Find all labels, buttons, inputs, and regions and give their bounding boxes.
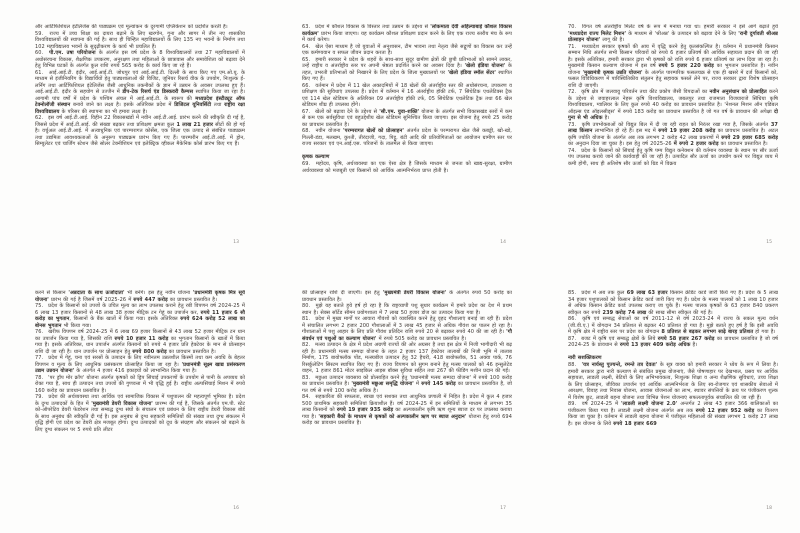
scanned-page-14 bbox=[267, 0, 533, 266]
bold-run: पी.एम. उषा परियोजना bbox=[49, 50, 96, 56]
bold-run: 'मुख्यमंत्री डेयरी विकास योजना' bbox=[382, 290, 447, 296]
paragraph-number: 77. bbox=[35, 355, 44, 361]
page-number: 18 bbox=[766, 506, 772, 511]
page-text-column bbox=[35, 290, 245, 514]
bold-run: 'मुख्यमंत्री डेयरी विकास योजना' bbox=[91, 400, 153, 407]
paragraph-number: 88. bbox=[568, 362, 577, 368]
bold-run: रुपये 13 हजार 409 करोड़ अधिक bbox=[619, 342, 691, 348]
paragraph-number: 89. bbox=[568, 401, 577, 407]
bold-run: रुपये 11 हजार 6 सौ करोड़ का भुगतान bbox=[35, 309, 245, 322]
bold-run: 'परम्परागत खेलों को प्रोत्साहन' bbox=[343, 128, 404, 134]
paragraph: की प्रोत्साहन राशि दी जाएगी। इस हेतु 'मुख्यमंत्री डेयरी विकास योजना' के अंतर्गत रुपये 50 करोड़ का प्रावधान प्रस्तावित है। bbox=[302, 290, 512, 303]
bold-run: रुपये 29 हजार 685 करोड़ bbox=[721, 134, 778, 141]
paragraph: 81. प्रदेश में मुख्य मार्गों पर आवारा गौवंशों को व्यवस्थित करने हेतु वृहद गौशालाएं बनाई जा रही हैं। प्रदेश में संचालित लगभग 2 हजार 200 गौशालाओं में 3 लाख 45 हजार से अधिक गौवंश का पालन हो रहा है। गौशालाओं में पशु आहार के लिए प्रति गौवंश प्रतिदिन राशि रुपये 20 से बढ़ाकर रुपये 40 की जा रही है। 'गौ संवर्धन एवं पशुओं का कल्याण योजना' में रुपये 505 करोड़ का प्रावधान प्रस्तावित है। bbox=[302, 316, 512, 342]
bold-run: रुपये 447 करोड़ bbox=[133, 296, 168, 303]
bold-run: रुपये 800 करोड़ bbox=[132, 348, 167, 355]
bold-run: डिजिटल यूनिवर्सिटी bbox=[174, 102, 212, 108]
bold-run: 'मुख्यमंत्री मछुआ समृद्धि योजना' bbox=[351, 381, 414, 387]
bold-run: रुपये 19 हजार 935 करोड़ bbox=[336, 407, 394, 413]
paragraph-number: 73. bbox=[568, 121, 577, 128]
paragraph: 71. मध्यप्रदेश सरकार कृषकों की आय में वृद्धि करने हेतु कृतसंकल्पित है। वर्तमान में प्रधानमंत्री किसान सम्मान निधि अंतर्गत सभी किसान परिवारों को रुपये 6 हजार प्रतिवर्ष की आर्थिक सहायता प्रदान की जा रही है। इसके अतिरिक्त, हमारी सरकार द्वारा भी कृषकों को राशि रुपये 6 हजार प्रतिवर्ष का लाभ दिया जा रहा है। मुख्यमंत्री किसान कल्याण योजना में इस वर्ष रुपये 5 हजार 220 करोड़ का भुगतान प्रस्तावित है। नवीन योजना 'मुख्यमंत्री कृषक उन्नति योजना' के अंतर्गत पारम्परिक फसलचक्र से एक ही खसरे में दर्ज किसानों को, फसल विविधिकरण में पारिस्थितिकीय संतुलन हेतु सहायक फसलें लेने पर, राज्य सरकार द्वारा विशेष प्रोत्साहन राशि दी जाएगी। bbox=[568, 43, 778, 89]
bold-run: 'अन्नदाता के साथ ऊर्जादाता' bbox=[68, 290, 125, 296]
bold-run: 'सी.एम. युवा-शक्ति' bbox=[379, 108, 420, 115]
paragraph: और आर्टिफिशियल इंटेलिजेंस की पाठ्यक्रम एवं मूल्यांकन के दूरगामी एप्लिकेशन को प्रदर्शित करती है। bbox=[35, 24, 228, 30]
paragraph-number: 75. bbox=[35, 303, 44, 309]
scanned-page-15 bbox=[533, 0, 799, 266]
bold-run: 'लाडली लक्ष्मी योजना 2.0' bbox=[621, 401, 678, 407]
paragraph: 72. कृषि क्षेत्र में जलवायु परिवर्तन तथा कीट प्रकोप जैसी विपदाओं का नवीन अनुसंधान को प्रोत्साहित करने के उद्देश्य से जवाहरलाल नेहरू कृषि विश्वविद्यालय, जबलपुर तथा राजमाता विजयाराजे सिंधिया कृषि विश्वविद्यालय, ग्वालियर के लिए कुल रुपये 40 करोड़ का प्रावधान प्रस्तावित है। 'नेशनल मिशन ऑन एडिबल ऑइल्स एंड ऑइलसीड्स' में रुपये 183 करोड़ का प्रावधान प्रस्तावित है जो गत वर्ष के प्रावधान की अपेक्षा दो गुना से भी अधिक है। bbox=[568, 89, 778, 121]
paragraph-number: 81. bbox=[302, 316, 311, 322]
paragraph: 64. खेल ऐसा माध्यम है जो युवाओं में अनुशासन, टीम भावना तथा नेतृत्व जैसे सद्गुणों का विकास कर उन्हें एक कर्मण्यवान व सफल जीवन प्रदान करता है। bbox=[302, 43, 512, 56]
bold-run: रुपये 58 हजार 267 करोड़ bbox=[657, 335, 715, 342]
paragraph: 68. नवीन योजना 'परम्परागत खेलों को प्रोत्साहन' अंतर्गत प्रदेश के परम्परागत खेल जैसे कबड्डी, खो-खो, गिल्ली-डंडा, मलखम, कुश्ती, तीरंदाजी, गदा, पिट्टू, बंटी आदि की प्रतियोगिताओं का आयोजन ग्रामीण स्तर पर राज्य सरकार एवं एन.आई.एस. परिजनों के तालमेल से किया जाएगा। bbox=[302, 128, 512, 147]
page-number: 16 bbox=[233, 506, 239, 511]
paragraph-number: 83. bbox=[302, 374, 311, 381]
paragraph-number: 68. bbox=[302, 128, 311, 134]
paragraph-number: 62. bbox=[35, 115, 44, 121]
paragraph: करने से किसान 'अन्नदाता के साथ ऊर्जादाता' भी बनेंगे। इस हेतु नवीन योजना 'प्रधानमंत्री कृषक मित्र सूर्य योजना' प्रारंभ की गई है जिसमें वर्ष 2025-26 में रुपये 447 करोड़ का प्रावधान प्रस्तावित है। bbox=[35, 290, 245, 303]
paragraph: 89. वर्ष 2024-25 में 'लाडली लक्ष्मी योजना 2.0' अन्तर्गत 2 लाख 43 हजार 366 बालिकाओं का पंजीकरण किया गया है। लाडली लक्ष्मी योजना अंतर्गत अब तक रुपये 12 हजार 952 करोड़ का वितरण किया जा चुका है। वर्तमान में लाडली बहना योजना में पंजीकृत महिलाओं की संख्या लगभग 1 करोड़ 27 लाख है। इस योजना के लिये रुपये 18 हजार 669 bbox=[568, 401, 778, 427]
bold-run: 'प्रधानमंत्री सूक्ष्म खाद्य प्रसंस्करण उद्यम उन्नयन योजना' bbox=[35, 361, 245, 374]
paragraph: 82. मत्स्य उत्पादन के क्षेत्र में प्रदेश अग्रणी राज्यों की ओर अग्रसर है तथा इस क्षेत्र में निजी भागीदारी भी बढ़ रही है। प्रधानमंत्री मत्स्य सम्पदा योजना के तहत 2 हजार 137 हेक्टेयर तालाबों की निजी भूमि में तालाब निर्माण, 175 बायोफ्लॉक पोंड, मत्स्यबीज उत्पादन हेतु 32 हैचरी, 418 बायोफ्लॉक, 51 अक्वा पार्क, 76 रिसर्कुलेटिंग सिस्टम स्थापित किए गए हैं। राज्य विपणन को सुगम बनाने हेतु मत्स्य पालकों को 46 इन्सुलेटेड वाहन, 1 हजार 861 मोटर साइकिल आइस बॉक्स सुविधा सहित तथा 267 की फीडिंग मशीन प्रदान की गईं। bbox=[302, 342, 512, 374]
section-heading: नारी सशक्तिकरण bbox=[568, 354, 602, 361]
paragraph: 59. राज्य में उच्च शिक्षा का दायरा बढ़ाने के लिए खरगोन, गुना और सागर में तीन नए शासकीय विश्वविद्यालयों की स्थापना की गई है। साथ ही चिन्हित महाविद्यालयों के लिए 135 नए भवनों के निर्माण तथा 102 महाविद्यालय भवनों के सुदृढ़ीकरण के कार्य भी प्रचलित हैं। bbox=[35, 30, 245, 50]
bold-run: 'मुख्यमंत्री कृषक उन्नति योजना' bbox=[582, 69, 643, 76]
bold-run: मध्यप्रदेश इंस्टीट्यूट ऑफ टेक्नोलॉजी संस्थान bbox=[35, 95, 245, 108]
paragraph-number: 66. bbox=[302, 82, 311, 89]
bold-run: रुपये 145 करोड़ bbox=[421, 381, 456, 387]
paragraph: 76. खरीफ विपणन वर्ष 2024-25 में 6 लाख 69 हजार किसानों से 43 लाख 52 हजार मीट्रिक टन धान का उपार्जन किया गया है, जिसकी राशि रुपये 10 हजार 11 करोड़ का भुगतान किसानों के खातों में किया गया है। इसके अतिरिक्त, धान उपार्जन अंतर्गत किसानों को रुपये 4 हजार प्रति हेक्टेयर के मान से प्रोत्साहन राशि दी जा रही है। धान उपार्जन पर प्रोत्साहन हेतु रुपये 800 करोड़ का प्रावधान प्रस्तावित है। bbox=[35, 329, 245, 355]
paragraph: 62. इस वर्ष आई.टी.आई. विहीन 22 विकासखंडों में नवीन आई.टी.आई. प्रारंभ करने की स्वीकृति दी गई है, जिससे प्रदेश में आई.टी.आई. की संख्या बढ़कर तथा प्रशिक्षण क्षमता कुल 1 लाख 21 हजार सीटों की हो गई है। वर्चुअल आई.टी.आई. में अत्याधुनिक एवं पारम्परागत कोर्सेस, एक जिला एक उत्पाद से संबंधित पाठ्यक्रम तथा उद्यमिता आवश्यकताओं के अनुरूप पाठ्यक्रम प्रारंभ किए गए हैं। पारम्परीन आई.टी.आई. में ड्रोन, सिम्युलेटर एवं चार्जिंग स्टेशन जैसे सोलर टेक्नीशियन एवं इलेक्ट्रिक व्हीकल मैकेनिक कोर्स प्रारंभ किए गए हैं। bbox=[35, 115, 245, 147]
bold-run: नवीन अनुसंधान को प्रोत्साहित bbox=[709, 89, 767, 95]
paragraph-number: 60. bbox=[35, 50, 44, 56]
paragraph: 60. पी.एम. उषा परियोजना के अंतर्गत इस वर्ष प्रदेश के 8 विश्वविद्यालयों तथा 27 महाविद्यालयों में अधोसंरचना विकास, शैक्षणिक उपकरण, अनुरक्षण तथा महिलाओं के छात्रावास और समावेशिता को बढ़ावा देने हेतु विभिन्न घटकों के अंतर्गत कुल राशि रुपये 565 करोड़ के कार्य किए जा रहे हैं। bbox=[35, 50, 245, 69]
bold-run: 'खेलो इंडिया स्मॉल सेंटर' bbox=[447, 69, 497, 76]
paragraph: 73. कृषि उपभोक्ताओं को विद्युत बिल में दी जा रही राहत को निरंतर रखा गया है, जिसके अंतर्गत 37 लाख किसान लाभान्वित हो रहे हैं। इस मद में रुपये 19 हजार 208 करोड़ का प्रावधान प्रस्तावित है। अटल कृषि ज्योति योजना के अंतर्गत अब तक लगभग 2 करोड़ 42 लाख प्रकरणों में रुपये 29 हजार 685 करोड़ का अनुदान दिया जा चुका है। इस हेतु वर्ष 2025-26 में रुपये 2 हजार करोड़ का प्रावधान प्रस्तावित है। bbox=[568, 121, 778, 147]
bold-run: रुपये 624 करोड़ 52 लाख का बोनस भुगतान bbox=[35, 316, 245, 329]
scanned-page-16 bbox=[0, 266, 266, 532]
paragraph: 63. प्रदेश में कौशल विकास के विस्तार तथा उन्नयन के उद्देश्य से 'लोकमाता देवी अहिल्याबाई कौशल विकास कार्यक्रम' प्रारंभ किया जाएगा। यह कार्यक्रम कौशल प्रशिक्षण प्रदान करने के लिए एक राज्य स्तरीय मंच के रूप में कार्य करेगा। bbox=[302, 24, 512, 43]
paragraph-number: 78. bbox=[35, 374, 44, 381]
bold-run: 'मध्यप्रदेश राज्य मिलेट मिशन' bbox=[568, 30, 627, 37]
bold-run: 'खेलो इंडिया योजना' bbox=[464, 63, 506, 69]
page-text-column bbox=[568, 24, 778, 248]
scanned-page-13 bbox=[0, 0, 266, 266]
paragraph: 75. प्रदेश के किसानों को उपजों के उचित मूल्य का लाभ उपलब्ध कराने हेतु रबी विपणन वर्ष 2024-25 में 6 लाख 13 हजार किसानों से 48 लाख 38 हजार मीट्रिक टन गेहूं का उपार्जन कर, रुपये 11 हजार 6 सौ करोड़ का भुगतान, किसानों के बैंक खातों में किया गया। इसके अतिरिक्त रुपये 624 करोड़ 52 लाख का बोनस भुगतान भी किया गया। bbox=[35, 303, 245, 329]
page-number: 13 bbox=[233, 240, 239, 245]
paragraph-number: 72. bbox=[568, 89, 577, 95]
scanned-page-18 bbox=[533, 266, 799, 532]
paragraph-number: 63. bbox=[302, 24, 311, 30]
paragraph-number: 79. bbox=[35, 394, 44, 400]
paragraph-number: 87. bbox=[568, 335, 577, 342]
bold-run: रुपये 12 हजार 952 करोड़ bbox=[695, 407, 755, 414]
bold-run: 8 प्रतिशत से बढ़कर लगभग साढ़े बारह प्रतिशत bbox=[661, 329, 754, 335]
bold-run: 239 करोड़ 74 लाख bbox=[602, 309, 647, 316]
paragraph: 78. 'पर ड्रॉप मोर क्रॉप' योजना अंतर्गत कृषकों को ड्रिप सिंचाई उपकरणों के उपयोग से पानी के अपव्यय को रोका गया है, साथ ही उत्पादन तथा उपजों की गुणवत्ता में भी वृद्धि हुई है। राष्ट्रीय अल्पसिंचाई मिशन में रुपये 160 करोड़ का प्रावधान प्रस्तावित है। bbox=[35, 374, 245, 394]
page-text-column bbox=[302, 24, 512, 248]
page-text-column bbox=[568, 290, 778, 514]
bold-run: 'प्रधानमंत्री कृषक मित्र सूर्य योजना' bbox=[35, 290, 245, 303]
paragraph-number: 65. bbox=[302, 56, 311, 63]
paragraph: 65. हमारी सरकार ने प्रदेश के शहरों के साथ-साथ सुदूर ग्रामीण क्षेत्रों की छुपी प्रतिभाओं को सामने लाकर, उन्हें राष्ट्रीय व अंतर्राष्ट्रीय स्तर पर अपनी श्रेष्ठता प्रदर्शित करने का अवसर दिया है। 'खेलो इंडिया योजना' के तहत, उभरती प्रतिभाओं को निखारने के लिए प्रदेश के जिला मुख्यालयों पर 'खेलो इंडिया स्मॉल सेंटर' स्थापित किए गए हैं। bbox=[302, 56, 512, 82]
paragraph-number: 80. bbox=[302, 303, 311, 309]
page-number: 17 bbox=[500, 506, 506, 511]
paragraph: 80. मुझे यह बताते हुये हर्ष हो रहा है कि राष्ट्रव्यापी पशु सुधार कार्यक्रम में हमारे प्रदेश का देश में प्रथम स्थान है। सेक्स सॉर्टेड सीमन प्रयोगशाला में 7 लाख 50 हजार डोज का उत्पादन किया गया है। bbox=[302, 303, 512, 316]
bold-run: 'रानी दुर्गावती श्रीअन्न प्रोत्साहन योजना' bbox=[568, 30, 778, 43]
page-number: 14 bbox=[500, 240, 506, 245]
paragraph-number: 85. bbox=[568, 290, 577, 296]
paragraph-number: 71. bbox=[568, 43, 577, 50]
paragraph: 61. आई.आई.टी. इंदौर, आई.आई.टी. जोधपुर एवं आई.आई.टी. दिल्ली के साथ किए गए एम.ओ.यू. के माध्यम से इंजीनियरिंग के विद्यार्थियों हेतु पाठ्यशालाओं की विजिट, जूनियर रिसर्च वीक के उपयोग, निःशुल्क ई-लर्निंग तथा आर्टिफिशियल इंटेलिजेंस जैसी आधुनिक तकनीकों के ज्ञान में उन्नयन के अवसर उपलब्ध हुए हैं। आई.आई.टी. इंदौर के सहयोग से उज्जैन में डीप-टेक रिसर्च एंड डिस्कवरी कैम्पस स्थापित किया जा रहा है। आगामी पांच वर्षों में प्रदेश के पश्चिम अंचल में आई.आई.टी. के स्वरूप की मध्यप्रदेश इंस्टीट्यूट ऑफ टेक्नोलॉजी संस्थान बनाये जाने का लक्ष्य है। इसके अतिरिक्त प्रदेश में डिजिटल यूनिवर्सिटी तथा राष्ट्रीय रक्षा विश्वविद्यालय के परिसर की स्थापना का भी हमारा लक्ष्य है। bbox=[35, 69, 245, 115]
bold-run: 37 लाख किसान bbox=[568, 121, 778, 134]
paragraph-number: 82. bbox=[302, 342, 311, 348]
paragraph-number: 70. bbox=[568, 24, 577, 30]
bold-run: 'लोकमाता देवी अहिल्याबाई कौशल विकास कार्यक्रम' bbox=[302, 24, 512, 37]
paragraph-number: 76. bbox=[35, 329, 44, 335]
bold-run: में रुपये 2 हजार करोड़ bbox=[673, 141, 719, 147]
paragraph: 86. कृषि एवं सम्बद्ध सेवाओं का वर्ष 2011-12 से वर्ष 2023-24 में राज्य के सकल मूल्य वर्धन (जी.वी.ए.) में योगदान 34 प्रतिशत से बढ़कर 40 प्रतिशत हो गया है। मुझे बताते हुए हर्ष है कि इसी अवधि में कृषि क्षेत्र में राष्ट्रीय स्तर पर प्रदेश का योगदान 8 प्रतिशत से बढ़कर लगभग साढ़े बारह प्रतिशत हो गया है। bbox=[568, 316, 778, 335]
paragraph: 85. प्रदेश में अब तक कुल 69 लाख 63 हजार किसान क्रेडिट कार्ड जारी किये गए हैं। प्रदेश के 5 लाख 34 हजार पशुपालकों को किसान क्रेडिट कार्ड जारी किए गए हैं। प्रदेश के मत्स्य पालकों को 1 लाख 10 हजार से अधिक किसान क्रेडिट कार्ड उपलब्ध कराए जा चुके हैं। मत्स्य पालक कृषकों के 63 हजार 840 प्रकरण स्वीकृत कर रुपये 239 करोड़ 74 लाख की साख सीमा स्वीकृत की गई है। bbox=[568, 290, 778, 316]
paragraph-number: 59. bbox=[35, 30, 44, 37]
bold-run: 'यत्र नार्यस्तु पूज्यन्ते, रमन्ते तत्र देवता' bbox=[581, 362, 658, 368]
bold-run: डीप-टेक रिसर्च एंड डिस्कवरी कैम्पस bbox=[122, 89, 194, 95]
paragraph: 70. विगत वर्ष अंतर्राष्ट्रीय मिलेट वर्ष के रूप में मनाया गया था। हमारी सरकार ने इसे आगे बढ़ाते हुये 'मध्यप्रदेश राज्य मिलेट मिशन' के माध्यम से 'श्रीअन्न' के उत्पादन को बढ़ावा देने के लिए 'रानी दुर्गावती श्रीअन्न प्रोत्साहन योजना' लागू की है। bbox=[568, 24, 778, 43]
bold-run: 1 लाख 21 हजार bbox=[176, 121, 214, 128]
paragraph-number: 86. bbox=[568, 316, 577, 322]
paragraph-number: 64. bbox=[302, 43, 311, 50]
bold-run: राष्ट्रीय रक्षा विश्वविद्यालय bbox=[35, 102, 245, 115]
paragraph-number: 67. bbox=[302, 108, 311, 115]
paragraph-number: 84. bbox=[302, 394, 311, 400]
bold-run: रुपये 5 हजार 220 करोड़ bbox=[658, 63, 714, 69]
page-number: 15 bbox=[766, 240, 772, 245]
page-text-column bbox=[302, 290, 512, 514]
paragraph: 83. मछुआ उत्पादन व्यवसाय को प्रोत्साहित करने हेतु 'प्रधानमंत्री मत्स्य सम्पदा योजना' में रुपये 100 करोड़ का प्रावधान प्रस्तावित है। 'मुख्यमंत्री मछुआ समृद्धि योजना' में रुपये 145 करोड़ का प्रावधान प्रस्तावित है, जो गत वर्ष से रुपये 100 करोड़ अधिक है। bbox=[302, 374, 512, 394]
bold-run: रुपये 18 हजार 669 bbox=[613, 420, 657, 427]
scanned-page-17 bbox=[267, 266, 533, 532]
bold-run: 69 लाख 63 हजार bbox=[626, 290, 668, 296]
paragraph: 67. खेलों को बढ़ावा देने के उद्देश्य से 'सी.एम. युवा-शक्ति' योजना के अंतर्गत सभी विकासखंड स्तरों में कम से कम एक सर्वसुविधा एवं बहुउद्देशीय खेल स्टेडियम सुनिश्चित किया जाएगा। इस योजना हेतु रुपये 25 करोड़ का प्रावधान प्रस्तावित है। bbox=[302, 108, 512, 128]
paragraph: 69. महोदय, कृषि, अर्थव्यवस्था का एक ऐसा क्षेत्र है जिसके माध्यम से जनता को खाद्य-सुरक्षा, ग्रामीण अर्थव्यवस्था को मजबूती एवं किसानों को आर्थिक आत्मनिर्भरता प्राप्त होती है। bbox=[302, 161, 512, 174]
bold-run: दो गुना से भी अधिक bbox=[568, 108, 778, 121]
paragraph: 87. बजट में कृषि एवं सम्बद्ध क्षेत्रों के लिये रुपये 58 हजार 267 करोड़ का प्रावधान प्रस्तावित है जो वर्ष 2024-25 के प्रावधान से रुपये 13 हजार 409 करोड़ अधिक है। bbox=[568, 335, 778, 348]
paragraph: 79. प्रदेश की अर्थव्यवस्था तथा आर्थिक एवं सामाजिक विकास में पशुपालन की महत्वपूर्ण भूमिका है। प्रदेश के दुग्ध उत्पादकों के हित में 'मुख्यमंत्री डेयरी विकास योजना' प्रारम्भ की गई है, जिसके अंतर्गत एम.पी. स्टेट को-ऑपरेटिव डेयरी फेडरेशन तथा सम्बद्ध दुग्ध संघों के संचालन एवं प्रबंधन के लिए राष्ट्रीय डेयरी विकास बोर्ड के साथ अनुबंध की स्वीकृति दी गई है। इस अनुबंध से दुग्ध सहकारी समितियों की संख्या तथा दुग्ध संकलन में वृद्धि होगी एवं प्रदेश का डेयरी क्षेत्र मजबूत होगा। दुग्ध उत्पादकों को दूध के संग्रहण और संकलन को बढ़ाने के लिए दुग्ध संकलन पर 5 रुपये प्रति लीटर bbox=[35, 394, 245, 433]
paragraph-number: 69. bbox=[302, 161, 311, 167]
paragraph: 84. सहकारिता की सफलता, स्वच्छ एवं सशक्त तथा आधुनिक प्रणाली में निहित है। प्रदेश में कुल 4 हजार 500 प्राथमिक सहकारी समितियां क्रियाशील हैं। वर्ष 2024-25 में इन समितियों के माध्यम से लगभग 35 लाख किसानों को रुपये 19 हजार 935 करोड़ का अल्पकालीन कृषि ऋण शून्य ब्याज दर पर उपलब्ध कराया गया है। 'सहकारी बैंकों के माध्यम से कृषकों को अल्पकालीन ऋण पर ब्याज अनुदान' योजना हेतु रुपये 694 करोड़ का प्रावधान प्रस्तावित है। bbox=[302, 394, 512, 426]
bold-run: रुपये 10 हजार 11 करोड़ bbox=[114, 335, 169, 342]
paragraph: 77. प्रदेश में गेहूं, चना एवं सरसों के उत्पादन के लिए नवीनतम उन्नतशील किस्मों तथा कम अवधि के बेहतर विपणन व मूल्य के लिए आधुनिक प्रसंस्करण प्रोत्साहित किया जा रहा है। 'प्रधानमंत्री सूक्ष्म खाद्य प्रसंस्करण उद्यम उन्नयन योजना' के अंतर्गत 4 हजार 416 इकाइयों को लाभान्वित किया गया है। bbox=[35, 355, 245, 374]
paragraph: 74. प्रदेश के किसानों को सिंचाई हेतु कृषि पम्प विद्युत कनेक्शन की वर्तमान व्यवस्था के स्थान पर सौर ऊर्जा पंप उपलब्ध कराये जाने की कार्यवाही की जा रही है। उत्पादित सौर ऊर्जा का उपयोग करने पर विद्युत व्यय में कमी होगी, साथ ही अतिशेष सौर ऊर्जा को ग्रिड में विक्रय bbox=[568, 147, 778, 167]
paragraph: 66. वर्तमान में प्रदेश में 11 खेल अकादमियों में 18 खेलों की अंतर्राष्ट्रीय स्तर की अधोसंरचना, उपकरण व प्रशिक्षण की सुविधाएं उपलब्ध हैं। प्रदेश में वर्तमान में 16 अंतर्राष्ट्रीय हॉकी टर्फ, 7 सिंथेटिक एथलेटिक्स ट्रैक एवं 114 खेल स्टेडियम के अतिरिक्त 09 अंतर्राष्ट्रीय हॉकी टर्फ, 05 सिंथेटिक एथलेटिक ट्रैक तथा 66 खेल स्टेडियम शीघ्र ही उपलब्ध होंगे। bbox=[302, 82, 512, 108]
paragraph-number: 61. bbox=[35, 69, 44, 76]
paragraph: 88. 'यत्र नार्यस्तु पूज्यन्ते, रमन्ते तत्र देवता' के सूत्र वाक्य को हमारी सरकार ने ध्येय के रूप में लिया है। हमारी सरकार द्वारा नारी कल्याण से संबंधित प्रमुख योजनाएं, जैसे पोषणाहार पर देखभाल, प्रसव पर आर्थिक सहायता, लाडली लक्ष्मी, बेटियों के लिए अभिभावकत्व, निःशुल्क शिक्षा व अन्य शैक्षणिक सुविधाएं, उच्च शिक्षा के लिए प्रोत्साहन, जीविका उपार्जन एवं आर्थिक आत्मनिर्भरता के लिए स्व-रोजगार एवं शासकीय सेवाओं में आरक्षण, विवाह तथा निवास योजना, आवास योजनाओं का लाभ, स्थावर संपत्तियों के क्रय पर पंजीकरण शुल्क में विशेष छूट, लाडली बहना योजना तथा विभिन्न पेंशन योजनाएं सफलतापूर्वक संचालित की जा रही हैं। bbox=[568, 362, 778, 401]
page-text-column bbox=[35, 24, 245, 248]
bold-run: 'सहकारी बैंकों के माध्यम से कृषकों को अल्पकालीन ऋण पर ब्याज अनुदान' bbox=[318, 413, 467, 420]
section-heading: कृषक कल्याण bbox=[302, 153, 330, 160]
bold-run: रुपये 19 हजार 208 करोड़ bbox=[658, 128, 716, 134]
bold-run: 'गौ संवर्धन एवं पशुओं का कल्याण योजना' bbox=[302, 329, 512, 342]
paragraph-number: 74. bbox=[568, 147, 577, 154]
